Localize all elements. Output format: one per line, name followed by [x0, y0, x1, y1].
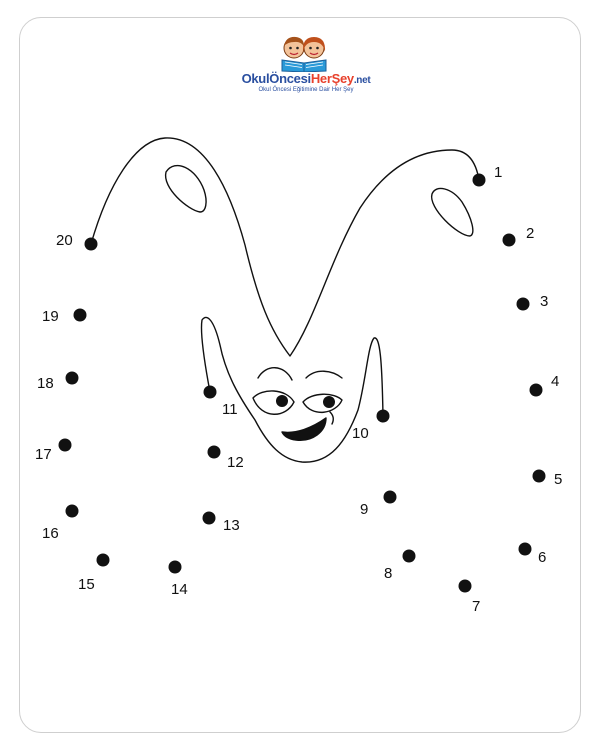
dot-label-17: 17: [35, 446, 52, 463]
dot-label-1: 1: [494, 164, 503, 181]
dot-7[interactable]: [459, 580, 472, 593]
dot-9[interactable]: [384, 491, 397, 504]
dot-11[interactable]: [204, 386, 217, 399]
left-pupil: [276, 395, 288, 407]
dot-6[interactable]: [519, 543, 532, 556]
dot-14[interactable]: [169, 561, 182, 574]
dot-19[interactable]: [74, 309, 87, 322]
dot-label-14: 14: [171, 581, 188, 598]
dot-label-15: 15: [78, 576, 95, 593]
dot-label-5: 5: [554, 471, 563, 488]
dot-label-9: 9: [360, 501, 369, 518]
dot-12[interactable]: [208, 446, 221, 459]
dots-layer: [59, 174, 549, 593]
logo-tagline: Okul Öncesi Eğitimine Dair Her Şey: [258, 87, 354, 93]
right-pupil: [323, 396, 335, 408]
dot-4[interactable]: [530, 384, 543, 397]
dot-18[interactable]: [66, 372, 79, 385]
dot-label-12: 12: [227, 454, 244, 471]
dot-label-7: 7: [472, 598, 481, 615]
letter-character-outline: [91, 138, 479, 462]
dot-label-16: 16: [42, 525, 59, 542]
brand-part-3: .net: [353, 75, 371, 86]
dot-label-2: 2: [526, 225, 535, 242]
dot-label-19: 19: [42, 308, 59, 325]
dot-label-18: 18: [37, 375, 54, 392]
dot-label-6: 6: [538, 549, 547, 566]
dot-number-labels: [35, 164, 562, 615]
dot-16[interactable]: [66, 505, 79, 518]
dot-15[interactable]: [97, 554, 110, 567]
brand-part-2: HerŞey: [310, 71, 354, 86]
dot-3[interactable]: [517, 298, 530, 311]
brand-part-1: OkulÖncesi: [241, 71, 311, 86]
dot-5[interactable]: [533, 470, 546, 483]
dot-label-8: 8: [384, 565, 393, 582]
dot-2[interactable]: [503, 234, 516, 247]
dot-label-13: 13: [223, 517, 240, 534]
dot-13[interactable]: [203, 512, 216, 525]
dot-label-4: 4: [551, 373, 560, 390]
dot-label-3: 3: [540, 293, 549, 310]
dot-17[interactable]: [59, 439, 72, 452]
dot-20[interactable]: [85, 238, 98, 251]
dot-label-20: 20: [56, 232, 73, 249]
dot-label-10: 10: [352, 425, 369, 442]
dot-label-11: 11: [222, 401, 238, 418]
dot-8[interactable]: [403, 550, 416, 563]
dot-1[interactable]: [473, 174, 486, 187]
dot-10[interactable]: [377, 410, 390, 423]
